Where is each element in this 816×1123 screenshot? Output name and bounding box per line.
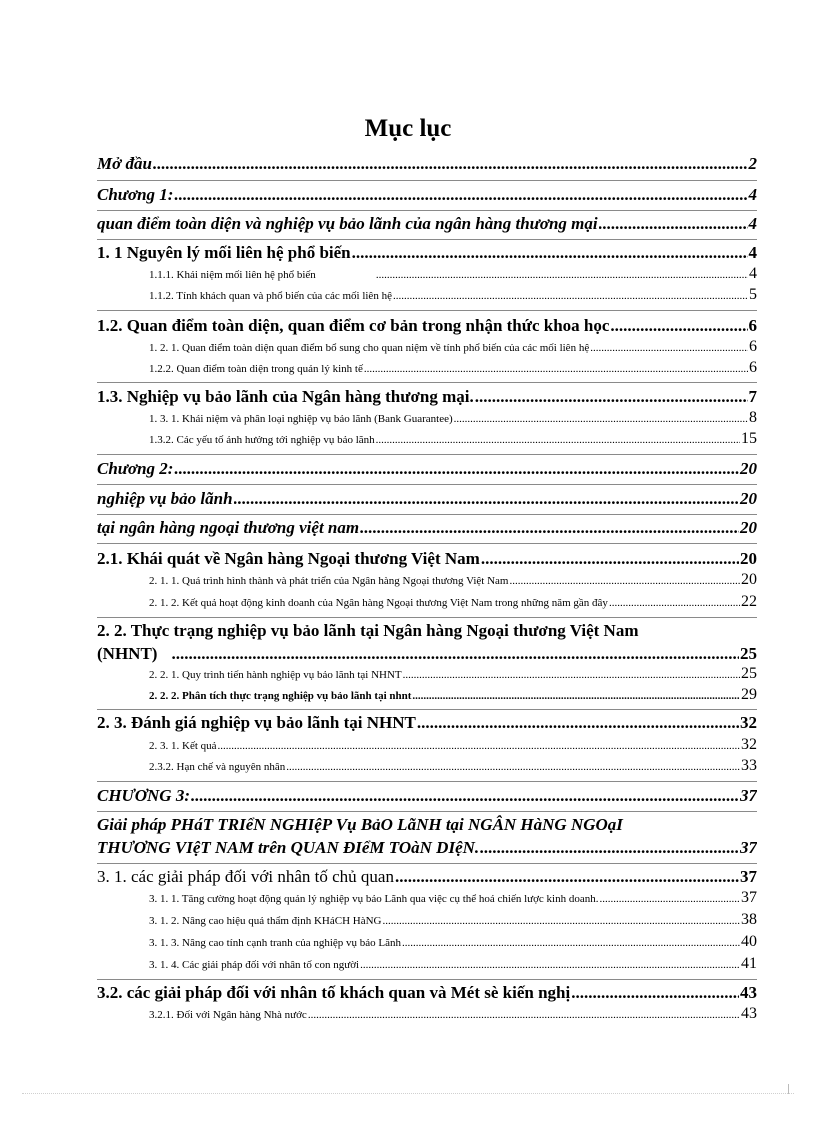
toc-entry-page: 32 [740, 713, 757, 732]
toc-entry-label: 2. 1. 2. Kết quả hoạt động kinh doanh của Ngân hàng Ngoại thương Việt Nam trong những năm gần đây [149, 597, 608, 609]
toc-entry-page: 15 [741, 430, 757, 447]
toc-entry-page: 8 [749, 409, 757, 426]
toc-entry-page: 29 [741, 686, 757, 703]
toc-entry-label: nghiệp vụ bảo lãnh [97, 489, 233, 508]
toc-entry[interactable] [149, 409, 757, 427]
toc-entry-page: 6 [749, 359, 757, 376]
toc-entry-page: 25 [740, 644, 757, 663]
toc-entry-label: 1. 3. 1. Khái niệm và phân loại nghiệp vụ bảo lãnh (Bank Guarantee) [149, 413, 453, 425]
toc-entry-label: 1. 2. 1. Quan điểm toàn diện quan điểm bổ sung cho quan niệm về tính phổ biến của các mối liên hệ [149, 342, 590, 354]
dot-leader [234, 489, 739, 509]
toc-entry[interactable] [149, 359, 757, 377]
dot-leader [286, 761, 740, 773]
toc-entry-label: Mở đầu [97, 154, 152, 173]
dot-leader [571, 983, 739, 1003]
dot-leader [609, 597, 740, 609]
toc-entry-page: 20 [740, 459, 757, 478]
separator-line [97, 617, 757, 618]
toc-entry-label-continued: THƯƠNG VIệT NAM trên QUAN ĐIểM TOàN DIệN. [97, 838, 480, 857]
toc-entry-label: 2.3.2. Hạn chế và nguyên nhân [149, 761, 286, 773]
toc-entry-label: 1.2. Quan điểm toàn diện, quan điểm cơ bản trong nhận thức khoa học [97, 316, 610, 335]
toc-entry-page: 20 [740, 489, 757, 508]
toc-entry-page: 37 [740, 867, 757, 886]
toc-entry-label: 3.2.1. Đối với Ngân hàng Nhà nước [149, 1009, 307, 1021]
toc-entry-label: 3.2. các giải pháp đối với nhân tố khách quan và Mét sè kiến nghị [97, 983, 571, 1002]
toc-entry-label-continued: (NHNT) [97, 644, 158, 663]
toc-entry-page: 41 [741, 955, 757, 972]
dot-leader [395, 867, 739, 887]
toc-entry[interactable] [149, 338, 757, 356]
toc-entry-page: 7 [748, 387, 757, 406]
separator-line [97, 484, 757, 485]
toc-entry-label: tại ngân hàng ngoại thương việt nam [97, 518, 360, 537]
toc-entry-label[interactable]: Giải pháp PHáT TRIểN NGHIệP Vụ BảO LãNH tại NGÂN HàNG NGOạI [97, 815, 623, 834]
separator-line [97, 543, 757, 544]
dot-leader [412, 690, 740, 702]
toc-entry[interactable] [149, 286, 757, 304]
toc-entry-page: 37 [741, 889, 757, 906]
dot-leader [393, 290, 748, 302]
toc-entry[interactable] [97, 459, 757, 479]
dot-leader [402, 937, 740, 949]
toc-entry[interactable] [149, 593, 757, 611]
dot-leader [218, 740, 740, 752]
toc-entry-label: 2. 2. 2. Phân tích thực trạng nghiệp vụ bảo lãnh tại nhnt [149, 690, 412, 702]
toc-entry[interactable] [149, 265, 757, 283]
separator-line [97, 514, 757, 515]
toc-entry[interactable] [97, 518, 757, 538]
toc-entry[interactable] [97, 713, 757, 733]
toc-entry[interactable] [97, 316, 757, 336]
toc-entry-label: 1.2.2. Quan điểm toàn diện trong quản lý kinh tế [149, 363, 363, 375]
separator-line [97, 454, 757, 455]
toc-entry[interactable] [97, 154, 757, 174]
toc-entry[interactable] [149, 911, 757, 929]
toc-entry-page: 40 [741, 933, 757, 950]
toc-entry[interactable] [149, 933, 757, 951]
toc-entry-label: 2. 3. 1. Kết quả [149, 740, 217, 752]
toc-entry[interactable] [149, 757, 757, 775]
toc-entry[interactable] [97, 867, 757, 887]
toc-entry-page: 38 [741, 911, 757, 928]
toc-entry-page: 20 [740, 518, 757, 537]
separator-line [97, 781, 757, 782]
toc-entry[interactable] [149, 889, 757, 907]
toc-entry-page: 22 [741, 593, 757, 610]
separator-line [97, 180, 757, 181]
dot-leader [352, 243, 748, 263]
separator-line [97, 709, 757, 710]
toc-entry-label: 1.1.1. Khái niệm mối liên hệ phổ biến [149, 269, 316, 281]
toc-entry-page: 32 [741, 736, 757, 753]
dot-leader [364, 363, 748, 375]
toc-entry-page: 43 [741, 1005, 757, 1022]
toc-entry[interactable] [97, 489, 757, 509]
toc-entry-page: 20 [741, 571, 757, 588]
page-bottom-border [22, 1093, 794, 1094]
toc-entry-label: 3. 1. các giải pháp đối với nhân tố chủ quan [97, 867, 394, 886]
dot-leader [308, 1009, 740, 1021]
dot-leader [610, 316, 747, 336]
dot-leader [481, 549, 739, 569]
toc-entry-page: 4 [748, 243, 757, 262]
separator-line [97, 210, 757, 211]
toc-entry-label: 1. 1 Nguyên lý mối liên hệ phổ biến [97, 243, 351, 262]
dot-leader [174, 185, 747, 205]
toc-entry[interactable] [97, 387, 757, 407]
dot-leader [153, 154, 748, 174]
toc-entry-label: quan điểm toàn diện và nghiệp vụ bảo lãnh của ngân hàng thương mại [97, 214, 598, 233]
toc-entry[interactable] [149, 430, 757, 448]
toc-entry-label: Chương 1: [97, 185, 174, 204]
toc-entry-label: 3. 1. 2. Nâng cao hiệu quả thẩm định KHáCH HàNG [149, 915, 382, 927]
toc-entry-page: 6 [749, 338, 757, 355]
toc-entry-page: 6 [748, 316, 757, 335]
dot-leader [480, 838, 739, 858]
toc-entry[interactable] [149, 955, 757, 973]
toc-entry-label: 2.1. Khái quát về Ngân hàng Ngoại thương Việt Nam [97, 549, 480, 568]
dot-leader [376, 269, 748, 281]
toc-entry-label: Chương 2: [97, 459, 174, 478]
toc-entry[interactable] [149, 665, 757, 683]
toc-entry[interactable] [97, 185, 757, 205]
toc-entry-label: 3. 1. 3. Nâng cao tính cạnh tranh của nghiệp vụ bảo Lãnh [149, 937, 402, 949]
dot-leader [454, 413, 748, 425]
toc-entry-label: 1.3. Nghiệp vụ bảo lãnh của Ngân hàng thương mại. [97, 387, 474, 406]
toc-entry-page: 25 [741, 665, 757, 682]
dot-leader [590, 342, 748, 354]
toc-entry-label: 2. 2. 1. Quy trình tiến hành nghiệp vụ bảo lãnh tại NHNT [149, 669, 402, 681]
toc-entry-page: 5 [749, 286, 757, 303]
dot-leader [599, 214, 748, 234]
separator-line [97, 239, 757, 240]
toc-entry-label: 2. 3. Đánh giá nghiệp vụ bảo lãnh tại NHNT [97, 713, 416, 732]
toc-entry-label[interactable]: 2. 2. Thực trạng nghiệp vụ bảo lãnh tại Ngân hàng Ngoại thương Việt Nam [97, 621, 639, 640]
dot-leader [360, 518, 739, 538]
toc-entry-page: 4 [748, 185, 757, 204]
dot-leader [191, 786, 739, 806]
toc-entry-page: 37 [740, 838, 757, 857]
toc-entry[interactable] [149, 1005, 757, 1023]
page-title: Mục lục [364, 115, 452, 142]
toc-entry-label: 3. 1. 4. Các giải pháp đối với nhân tố con người [149, 959, 360, 971]
dot-leader [376, 434, 740, 446]
separator-line [97, 979, 757, 980]
toc-entry-label: 1.1.2. Tính khách quan và phổ biến của các mối liên hệ [149, 290, 392, 302]
toc-entry[interactable] [97, 243, 757, 263]
dot-leader [174, 459, 739, 479]
toc-entry-label: 2. 1. 1. Quá trình hình thành và phát triển của Ngân hàng Ngoại thương Việt Nam [149, 575, 509, 587]
page-corner-mark [788, 1084, 795, 1094]
toc-entry[interactable] [97, 214, 757, 234]
toc-entry-page: 2 [748, 154, 757, 173]
toc-entry-page: 43 [740, 983, 757, 1002]
toc-entry-page: 4 [749, 265, 757, 282]
dot-leader [475, 387, 748, 407]
dot-leader [382, 915, 740, 927]
separator-line [97, 382, 757, 383]
dot-leader [417, 713, 739, 733]
dot-leader [600, 893, 741, 905]
dot-leader [171, 644, 739, 664]
toc-entry[interactable] [97, 838, 757, 858]
toc-entry-label: 1.3.2. Các yếu tố ảnh hưởng tới nghiệp vụ bảo lãnh [149, 434, 375, 446]
toc-entry[interactable] [149, 736, 757, 754]
toc-entry-label: CHƯƠNG 3: [97, 786, 190, 805]
dot-leader [360, 959, 740, 971]
toc-entry[interactable] [97, 644, 757, 664]
toc-entry[interactable] [97, 983, 757, 1003]
toc-entry[interactable] [149, 686, 757, 704]
dot-leader [403, 669, 740, 681]
toc-entry[interactable] [97, 549, 757, 569]
separator-line [97, 811, 757, 812]
toc-entry-page: 37 [740, 786, 757, 805]
toc-entry[interactable] [97, 786, 757, 806]
toc-entry-page: 20 [740, 549, 757, 568]
toc-entry-page: 4 [748, 214, 757, 233]
separator-line [97, 310, 757, 311]
toc-entry-label: 3. 1. 1. Tăng cường hoạt động quản lý nghiệp vụ bảo Lãnh qua việc cụ thể hoá chiến lược kinh doanh. [149, 893, 599, 905]
dot-leader [509, 575, 740, 587]
separator-line [97, 863, 757, 864]
toc-entry[interactable] [149, 571, 757, 589]
toc-entry-page: 33 [741, 757, 757, 774]
